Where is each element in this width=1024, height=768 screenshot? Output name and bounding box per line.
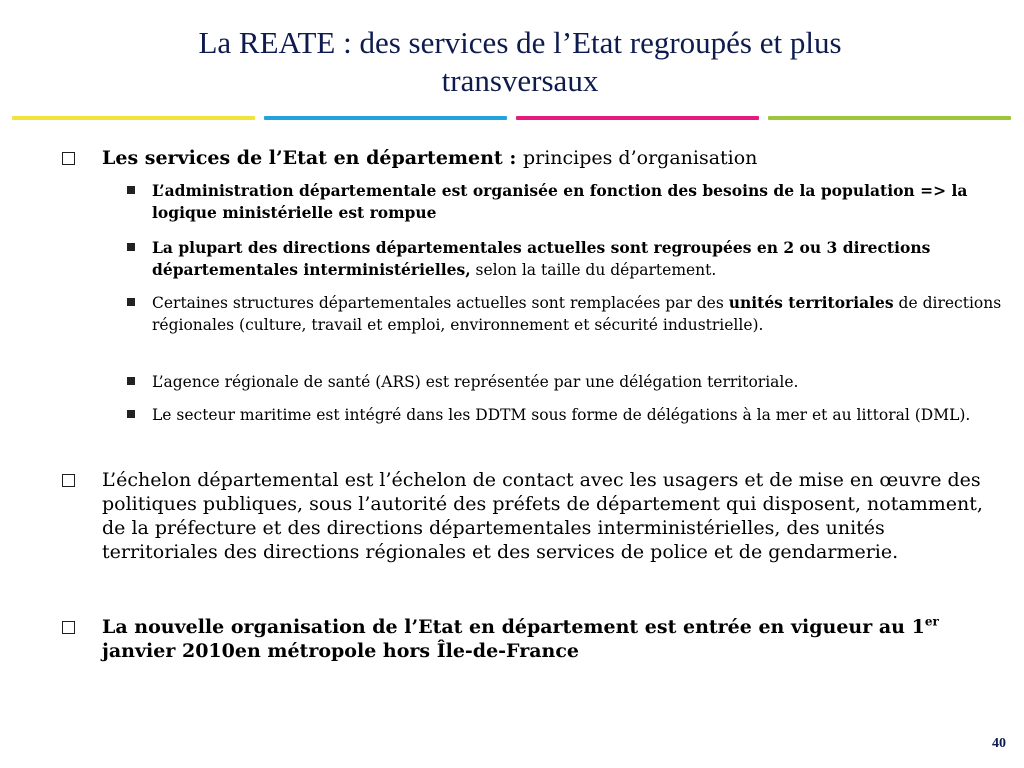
sub-bullet-normal: L’agence régionale de santé (ARS) est représentée par une délégation territoriale. [152, 373, 799, 391]
bullet-bold-after: janvier 2010en métropole hors Île-de-France [102, 640, 579, 662]
bullet-services-departement [62, 146, 1006, 170]
sub-bullet-normal: Le secteur maritime est intégré dans les DDTM sous forme de délégations à la mer et au littoral (DML). [152, 406, 971, 424]
bullet-heading-bold: Les services de l’Etat en département : [102, 147, 523, 169]
bullet-heading-normal: principes d’organisation [522, 147, 758, 169]
sub-bullet-text [152, 180, 1002, 224]
bullet-echelon-departemental [62, 468, 1006, 564]
sub-bullet-normal: de directions régionales (culture, travail et emploi, environnement et sécurité industrielle). [152, 294, 1002, 334]
sub-bullet-normal: selon la taille du département. [470, 261, 717, 279]
divider-magenta [516, 116, 759, 120]
bullet-text [102, 615, 1006, 663]
sub-bullet-text [152, 237, 1002, 281]
page-number: 40 [992, 736, 1006, 751]
square-bullet-icon [127, 410, 135, 418]
sub-bullet-bold: La plupart des directions départementales actuelles sont regroupées en 2 ou 3 directions départementales interministérielles, [152, 238, 931, 279]
sub-bullet-text [152, 292, 1002, 336]
slide-title [60, 24, 980, 100]
sub-bullet-ars [127, 371, 1002, 393]
divider-blue [264, 116, 507, 120]
sub-bullet-bold: L’administration départementale est organisée en fonction des besoins de la population => la logique ministérielle est rompue [152, 181, 968, 222]
divider-yellow [12, 116, 255, 120]
sub-bullet-normal: Certaines structures départementales actuelles sont remplacées par des [152, 294, 729, 312]
checkbox-bullet-icon [62, 152, 75, 165]
sub-bullet-bold: unités territoriales [728, 293, 894, 312]
slide-title-line2: transversaux [441, 63, 599, 98]
square-bullet-icon [127, 298, 135, 306]
slide-title-line1: La REATE : des services de l’Etat regroupés et plus [198, 25, 842, 60]
bullet-bold-before: La nouvelle organisation de l’Etat en département est entrée en vigueur au 1 [102, 616, 925, 638]
sub-bullet-text [152, 371, 1002, 393]
square-bullet-icon [127, 377, 135, 385]
checkbox-bullet-icon [62, 621, 75, 634]
bullet-superscript: er [924, 614, 939, 629]
checkbox-bullet-icon [62, 474, 75, 487]
bullet-text: L’échelon départemental est l’échelon de contact avec les usagers et de mise en œuvre des politiques publiques, sous l’autorité des préfets de département qui disposent, notamment, de la préfecture et des directions départementales interministérielles, des unités territoriales des directions régionales et des services de police et de gendarmerie. [102, 469, 983, 563]
sub-bullet-administration [127, 180, 1002, 224]
sub-bullet-maritime [127, 404, 1002, 426]
divider-green [768, 116, 1011, 120]
sub-bullet-text [152, 404, 1002, 426]
sub-bullet-structures [127, 292, 1002, 336]
bullet-text [102, 146, 1006, 170]
square-bullet-icon [127, 243, 135, 251]
square-bullet-icon [127, 186, 135, 194]
sub-bullet-directions [127, 237, 1002, 281]
bullet-nouvelle-organisation [62, 615, 1006, 663]
